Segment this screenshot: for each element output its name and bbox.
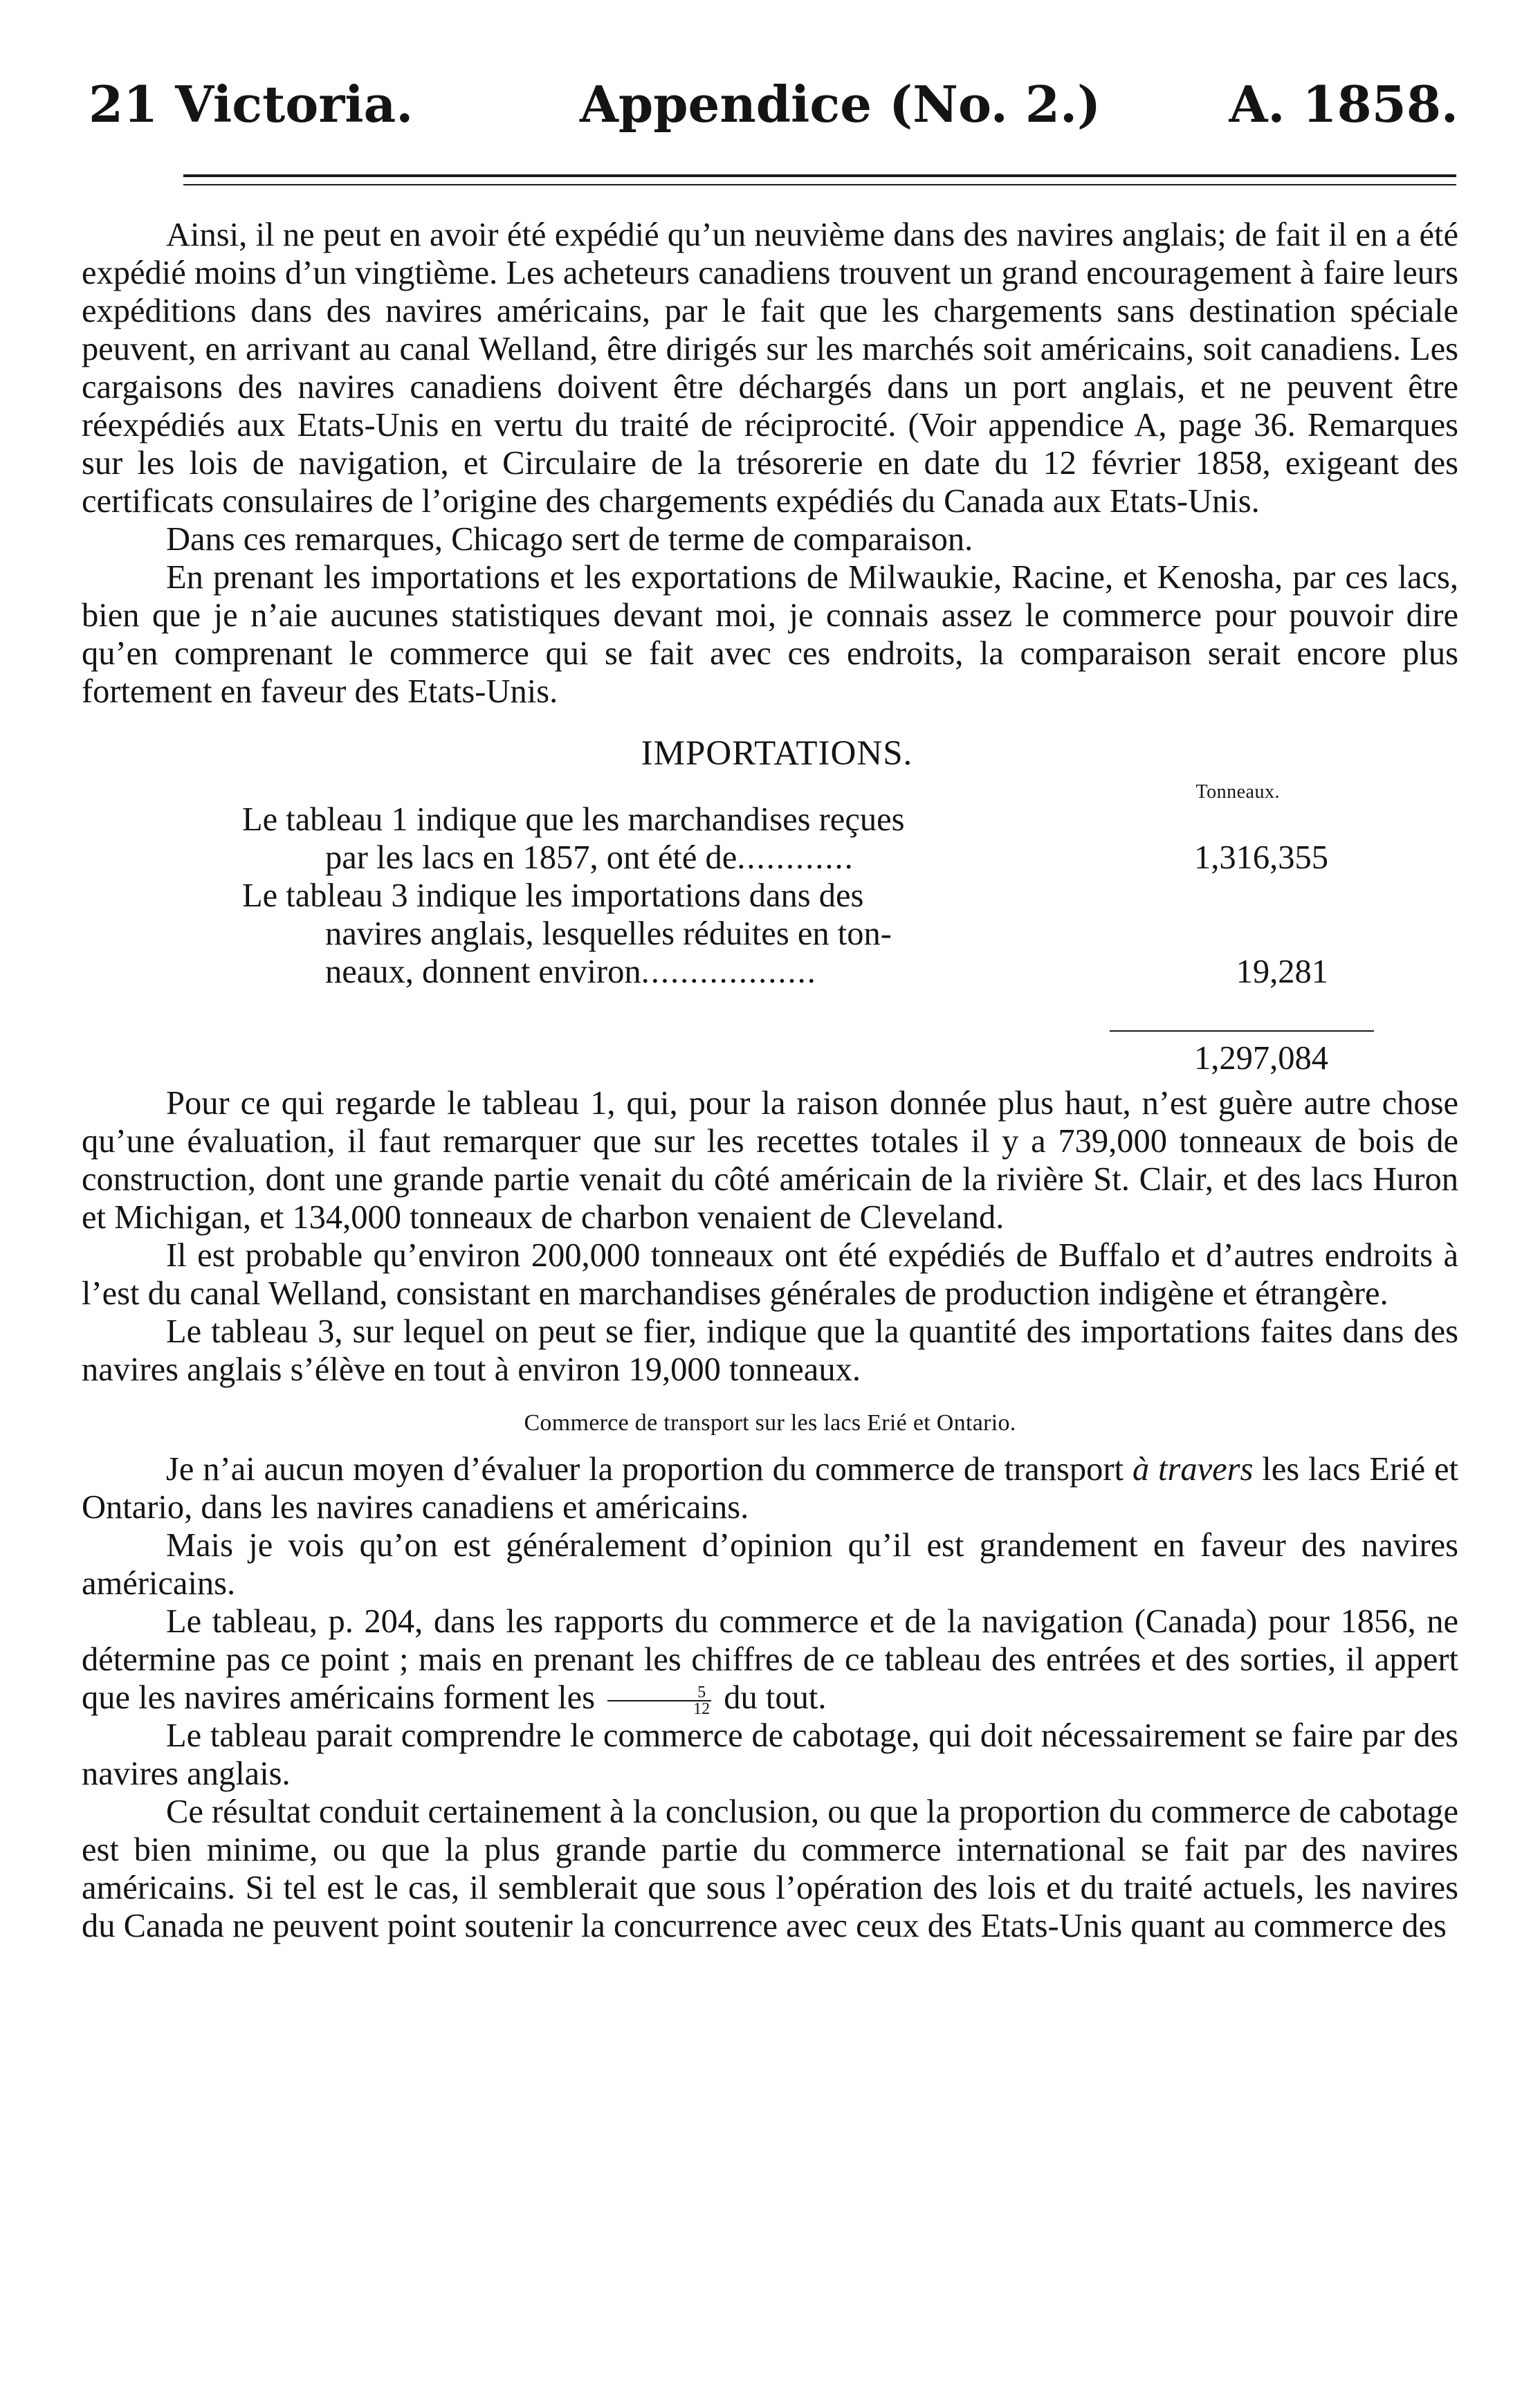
paragraph: Le tableau, p. 204, dans les rapports du commerce et de la navigation (Canada) pour 1856, ne détermine pas ce point ; mais en prenant les chiffres de ce tableau des entrées et des sorties, il appert que les navires américains forment les $\frac{5}{12}$ du tout. — [82, 1603, 1458, 1718]
row-label — [242, 877, 1169, 991]
row-label-line: neaux, donnent environ.................. — [325, 953, 817, 990]
dot-leader: ............ — [737, 839, 854, 876]
row-value: 19,281 — [1236, 953, 1328, 990]
paragraph: Ce résultat conduit certainement à la conclusion, ou que la proportion du commerce de cabotage est bien minime, ou que la plus grande partie du commerce international se fait par des navires américains. Si tel est le cas, il semblerait que sous l’opération des lois et du traité actuels, les navires du Canada ne peuvent point soutenir la concurrence avec ceux des Etats-Unis quant au commerce des — [82, 1793, 1458, 1944]
paragraph: Il est probable qu’environ 200,000 tonneaux ont été expédiés de Buffalo et d’autres endroits à l’est du canal Welland, consistant en marchandises générales de production indigène et étrangère. — [82, 1237, 1458, 1312]
fraction: $\frac{5}{12}$ — [607, 1685, 711, 1717]
paragraph: Ainsi, il ne peut en avoir été expédié qu’un neuvième dans des navires anglais; de fait il en a été expédié moins d’un vingtième. Les acheteurs canadiens trouvent un grand encouragement à faire leurs expéditions dans des navires américains, par le fait que les chargements sans destination spéciale peuvent, en arrivant au canal Welland, être dirigés sur les marchés soit américains, soit canadiens. Les cargaisons des navires canadiens doivent être déchargés dans un port anglais, et ne peuvent être réexpédiés aux Etats-Unis en vertu du traité de réciprocité. (Voir appendice A, page 36. Remarques sur les lois de navigation, et Circulaire de la trésorerie en date du 12 février 1858, exigeant des certificats consulaires de l’origine des chargements expédiés du Canada aux Etats-Unis. — [82, 217, 1458, 520]
paragraph: En prenant les importations et les exportations de Milwaukie, Racine, et Kenosha, par ces lacs, bien que je n’aie aucunes statistiques devant moi, je connais assez le commerce pour pouvoir dire qu’en comprenant le commerce qui se fait avec ces endroits, la comparaison serait encore plus fortement en faveur des Etats-Unis. — [82, 559, 1458, 710]
row-label-line: Le tableau 1 indique que les marchandises reçues — [242, 801, 905, 838]
unit-label: Tonneaux. — [1195, 781, 1280, 803]
section-title-importations: IMPORTATIONS. — [641, 734, 913, 773]
running-header — [89, 75, 1458, 144]
header-session: 21 Victoria. — [89, 75, 414, 134]
subsection-title: Commerce de transport sur les lacs Erié et Ontario. — [524, 1410, 1016, 1436]
header-rule-thin — [183, 184, 1456, 185]
header-appendix: Appendice (No. 2.) — [580, 75, 1101, 134]
importations-table — [82, 773, 1458, 1084]
row-label-line: Le tableau 3 indique les importations dans des — [242, 877, 864, 914]
page-body — [82, 216, 1458, 1945]
paragraph: Le tableau parait comprendre le commerce de cabotage, qui doit nécessairement se faire par des navires anglais. — [82, 1717, 1458, 1792]
total-value: 1,297,084 — [1194, 1040, 1328, 1077]
dot-leader: .................. — [641, 953, 817, 990]
paragraph: Le tableau 3, sur lequel on peut se fier, indique que la quantité des importations faites dans des navires anglais s’élève en tout à environ 19,000 tonneaux. — [82, 1313, 1458, 1388]
paragraph: Mais je vois qu’on est généralement d’opinion qu’il est grandement en faveur des navires américains. — [82, 1527, 1458, 1602]
row-label — [242, 801, 1169, 877]
header-rule-thick — [183, 174, 1456, 177]
row-label-line: par les lacs en 1857, ont été de............ — [325, 839, 854, 876]
paragraph: Dans ces remarques, Chicago sert de terme de comparaison. — [166, 521, 973, 558]
row-value: 1,316,355 — [1194, 839, 1328, 876]
total-rule — [1110, 1030, 1374, 1032]
header-year: A. 1858. — [1229, 75, 1458, 134]
row-label-line: navires anglais, lesquelles réduites en ton- — [325, 915, 892, 952]
paragraph: Je n’ai aucun moyen d’évaluer la proportion du commerce de transport à travers les lacs Erié et Ontario, dans les navires canadiens et américains. — [82, 1451, 1459, 1526]
paragraph: Pour ce qui regarde le tableau 1, qui, pour la raison donnée plus haut, n’est guère autre chose qu’une évaluation, il faut remarquer que sur les recettes totales il y a 739,000 tonneaux de bois de construction, dont une grande partie venait du côté américain de la rivière St. Clair, et des lacs Huron et Michigan, et 134,000 tonneaux de charbon venaient de Cleveland. — [82, 1085, 1458, 1236]
